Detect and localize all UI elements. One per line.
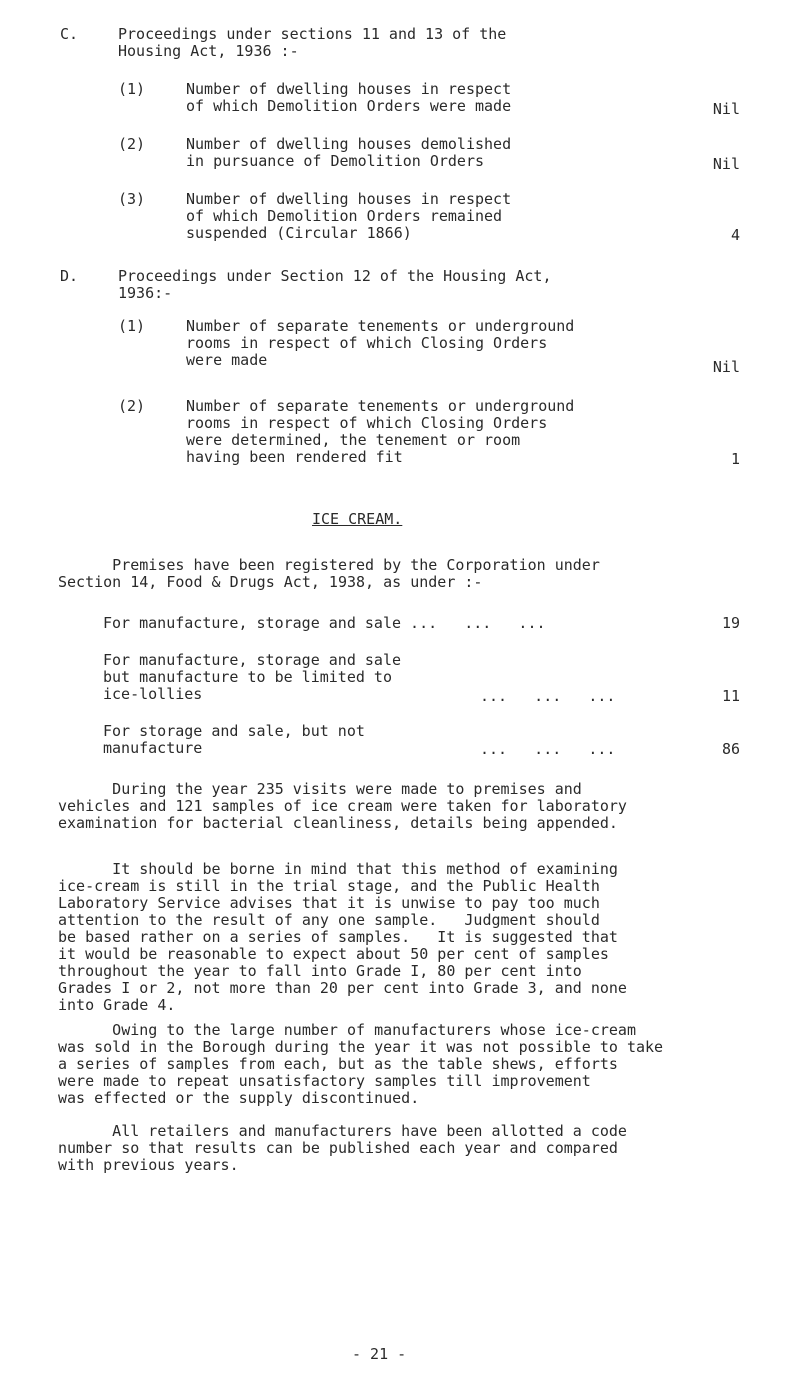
- paragraph-code-numbers: All retailers and manufacturers have been allotted a code number so that results can be published each year and compared with previous years.: [58, 1122, 627, 1174]
- section-c-item-2-num: (2): [118, 135, 146, 153]
- page-number: - 21 -: [352, 1345, 407, 1363]
- section-c-item-1-num: (1): [118, 80, 146, 98]
- registration-2-text: For manufacture, storage and sale but manufacture to be limited to ice-lollies: [103, 651, 402, 703]
- section-d-item-1-value: Nil: [712, 358, 740, 376]
- section-d-label: D.: [60, 267, 79, 285]
- registration-2-value: 11: [721, 687, 740, 705]
- section-d-item-1-text: Number of separate tenements or underground rooms in respect of which Closing Orders were made: [186, 317, 575, 369]
- registration-3-dots: ... ... ...: [480, 740, 616, 758]
- registration-1-text: For manufacture, storage and sale ... ... ...: [103, 614, 546, 632]
- section-c-item-3-value: 4: [730, 226, 740, 244]
- section-c-heading: Proceedings under sections 11 and 13 of the Housing Act, 1936 :-: [118, 25, 507, 60]
- section-c-item-1-text: Number of dwelling houses in respect of which Demolition Orders were made: [186, 80, 512, 115]
- section-d-item-2-text: Number of separate tenements or underground rooms in respect of which Closing Orders were determined, the tenement or room having been rendered fit: [186, 397, 575, 466]
- section-c-item-2-text: Number of dwelling houses demolished in pursuance of Demolition Orders: [186, 135, 512, 170]
- section-c-item-2-value: Nil: [712, 155, 740, 173]
- paragraph-visits: During the year 235 visits were made to premises and vehicles and 121 samples of ice cream were taken for laboratory examination for bacterial cleanliness, details being appended.: [58, 780, 627, 832]
- ice-cream-title: ICE CREAM.: [312, 510, 403, 528]
- ice-cream-intro: Premises have been registered by the Corporation under Section 14, Food & Drugs Act, 1938, as under :-: [58, 556, 600, 591]
- registration-3-text: For storage and sale, but not manufacture: [103, 722, 365, 757]
- registration-3-value: 86: [721, 740, 740, 758]
- section-c-item-3-text: Number of dwelling houses in respect of which Demolition Orders remained suspended (Circular 1866): [186, 190, 512, 242]
- paragraph-manufacturers: Owing to the large number of manufacturers whose ice-cream was sold in the Borough during the year it was not possible to take a series of samples from each, but as the table shews, efforts were made to repeat unsatisfactory samples till improvement was effected or the supply discontinued.: [58, 1021, 664, 1107]
- section-c-item-3-num: (3): [118, 190, 146, 208]
- registration-2-dots: ... ... ...: [480, 687, 616, 705]
- section-d-item-1-num: (1): [118, 317, 146, 335]
- section-d-heading: Proceedings under Section 12 of the Housing Act, 1936:-: [118, 267, 552, 302]
- section-d-item-2-value: 1: [730, 450, 740, 468]
- section-c-item-1-value: Nil: [712, 100, 740, 118]
- section-d-item-2-num: (2): [118, 397, 146, 415]
- section-c-label: C.: [60, 25, 79, 43]
- paragraph-trial-stage: It should be borne in mind that this method of examining ice-cream is still in the trial stage, and the Public Health Laboratory Service advises that it is unwise to pay too much attention to the result of any one sample. Judgment should be based rather on a series of samples. It is suggested that it would be reasonable to expect about 50 per cent of samples throughout the year to fall into Grade I, 80 per cent into Grades I or 2, not more than 20 per cent into Grade 3, and none into Grade 4.: [58, 860, 627, 1014]
- registration-1-value: 19: [721, 614, 740, 632]
